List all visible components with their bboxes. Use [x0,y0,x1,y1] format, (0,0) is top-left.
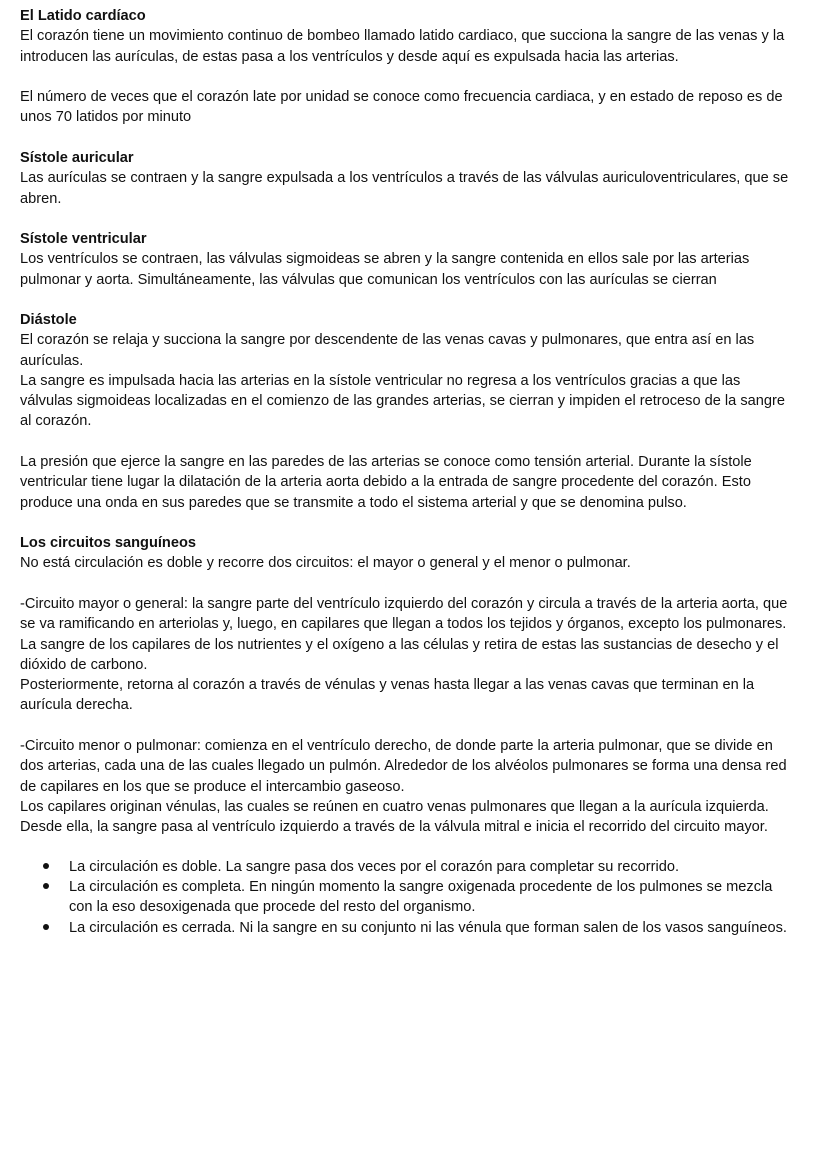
section-1 [20,87,824,128]
bullet-item [20,918,824,938]
bullet-item [20,877,824,918]
paragraph-line: Los ventrículos se contraen, las válvulas sigmoideas se abren y la sangre contenida en ellos sale por las arterias [20,251,750,268]
paragraph-line: dióxido de carbono. [20,656,148,673]
paragraph-line: dos arterias, cada una de las cuales llegado un pulmón. Alrededor de los alvéolos pulmonares se forma una densa red [20,758,787,775]
section-3 [20,229,824,290]
paragraph-line: El número de veces que el corazón late por unidad se conoce como frecuencia cardiaca, y en estado de reposo es de [20,89,783,105]
paragraph-line: al corazón. [20,413,92,430]
bullet-line: La circulación es completa. En ningún momento la sangre oxigenada procedente de los pulmones se mezcla [69,879,773,895]
bullet-dot-icon [43,883,49,889]
section-heading: El Latido cardíaco [20,8,146,24]
bullet-dot-icon [43,863,49,869]
paragraph-line: La sangre es impulsada hacia las arterias en la sístole ventricular no regresa a los ventrículos gracias a que las [20,372,741,389]
bullet-line: con la eso desoxigenada que procede del resto del organismo. [69,899,476,916]
paragraph-line: aurículas. [20,352,84,369]
paragraph-line: introducen las aurículas, de estas pasa a los ventrículos y desde aquí es expulsada hacia las arterias. [20,48,679,65]
paragraph-line: La sangre de los capilares de los nutrientes y el oxígeno a las células y retira de estas las sustancias de desecho y el [20,636,779,653]
paragraph-line: La presión que ejerce la sangre en las paredes de las arterias se conoce como tensión arterial. Durante la sístole [20,454,752,470]
bullet-text [69,857,824,877]
paragraph-line: Las aurículas se contraen y la sangre expulsada a los ventrículos a través de las válvulas auriculoventriculares, que se [20,170,789,187]
section-heading: Los circuitos sanguíneos [20,535,196,551]
bullet-text [69,877,824,918]
paragraph-line: de capilares en los que se produce el intercambio gaseoso. [20,778,405,795]
bullet-dot-icon [43,924,49,930]
paragraph-line: Desde ella, la sangre pasa al ventrículo izquierdo a través de la válvula mitral e inicia el recorrido del circuito mayor. [20,819,768,836]
section-5 [20,452,824,513]
paragraph-line: El corazón tiene un movimiento continuo de bombeo llamado latido cardiaco, que succiona la sangre de las venas y la [20,28,785,45]
bullet-line: La circulación es cerrada. Ni la sangre en su conjunto ni las vénula que forman salen de los vasos sanguíneos. [69,920,787,936]
paragraph-line: El corazón se relaja y succiona la sangre por descendente de las venas cavas y pulmonares, que entra así en las [20,332,755,349]
section-heading: Diástole [20,312,77,328]
section-8 [20,736,824,837]
paragraph-line: unos 70 latidos por minuto [20,109,192,126]
paragraph-line: abren. [20,190,62,207]
paragraph-line: Posteriormente, retorna al corazón a través de vénulas y venas hasta llegar a las venas cavas que terminan en la [20,677,755,694]
paragraph-line: Los capilares originan vénulas, las cuales se reúnen en cuatro venas pulmonares que llegan a la aurícula izquierda. [20,798,769,815]
bullet-item [20,857,824,877]
section-7 [20,594,824,716]
section-4 [20,310,824,432]
paragraph-line: produce una onda en sus paredes que se transmite a todo el sistema arterial y que se denomina pulso. [20,494,687,511]
section-0 [20,6,824,67]
paragraph-line: válvulas sigmoideas localizadas en el comienzo de las grandes arterias, se cierran y impiden el retroceso de la sangre [20,393,785,410]
section-2 [20,148,824,209]
paragraph-line: ventricular tiene lugar la dilatación de la arteria aorta debido a la entrada de sangre procedente del corazón. Esto [20,474,751,491]
paragraph-line: -Circuito menor o pulmonar: comienza en el ventrículo derecho, de donde parte la arteria pulmonar, que se divide en [20,738,773,754]
bullet-line: La circulación es doble. La sangre pasa dos veces por el corazón para completar su recorrido. [69,859,680,875]
paragraph-line: pulmonar y aorta. Simultáneamente, las válvulas que comunican los ventrículos con las aurículas se cierran [20,271,717,288]
section-heading: Sístole ventricular [20,231,147,247]
paragraph-line: se va ramificando en arteriolas y, luego, en capilares que llegan a todos los tejidos y órganos, excepto los pulmonares. [20,616,787,633]
paragraph-line: No está circulación es doble y recorre dos circuitos: el mayor o general y el menor o pulmonar. [20,555,631,572]
bullet-text [69,918,824,938]
section-heading: Sístole auricular [20,150,134,166]
paragraph-line: aurícula derecha. [20,697,133,714]
paragraph-line: -Circuito mayor o general: la sangre parte del ventrículo izquierdo del corazón y circula a través de la arteria aorta, que [20,596,788,612]
section-6 [20,533,824,574]
